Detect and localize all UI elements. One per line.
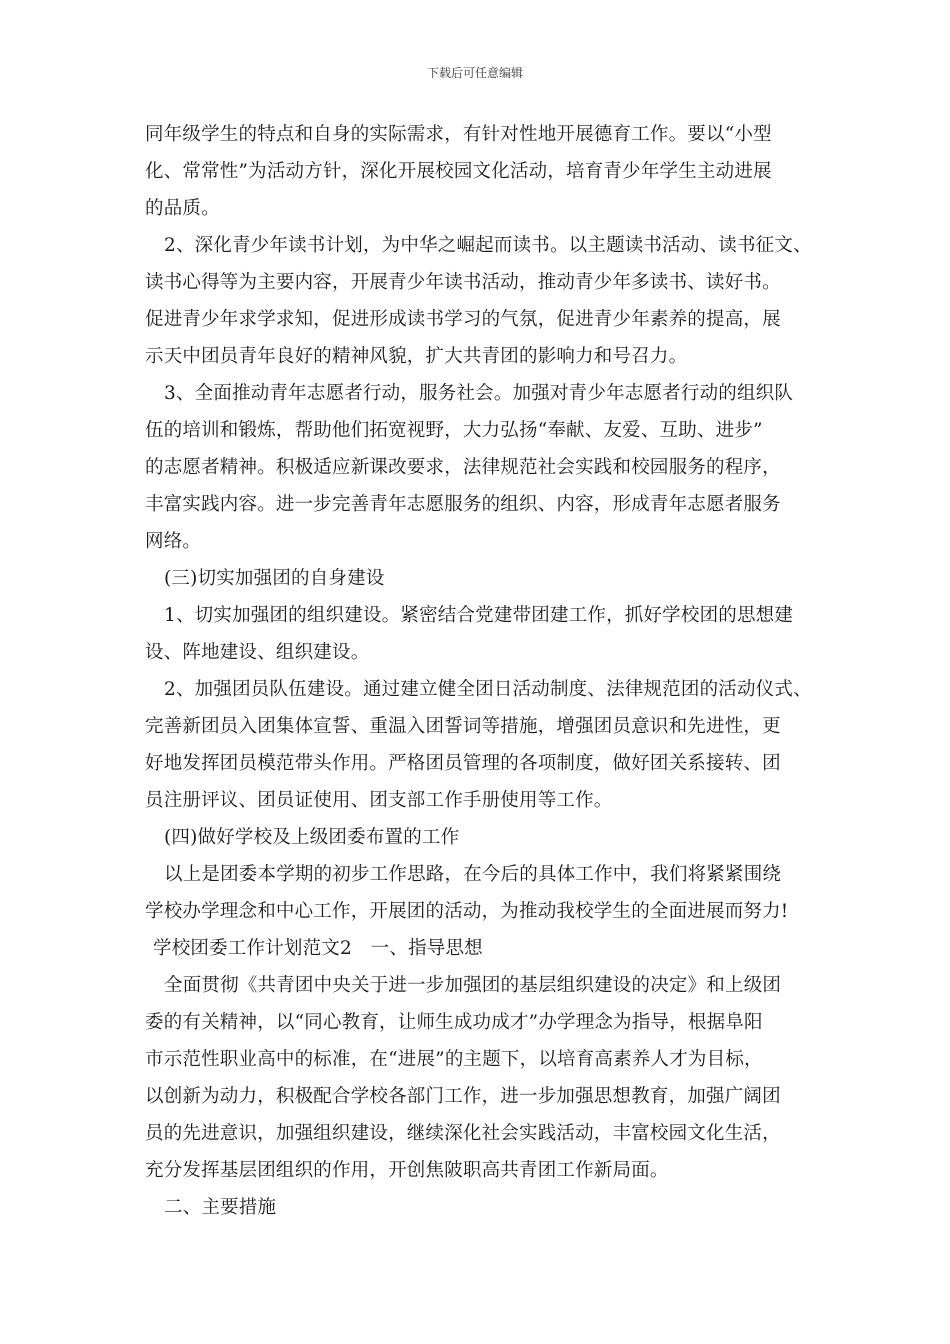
text-line: 促进青少年求学求知，促进形成读书学习的气氛，促进青少年素养的提高，展	[145, 309, 781, 330]
text-line: 以创新为动力，积极配合学校各部门工作，进一步加强思想教育，加强广阔团	[145, 1086, 781, 1107]
text-line: 读书心得等为主要内容，开展青少年读书活动，推动青少年多读书、读好书。	[145, 272, 781, 293]
page-header: 下载后可任意编辑	[426, 66, 523, 80]
section-heading: 学校团委工作计划范文2 一、指导思想	[153, 938, 483, 959]
text-line: 员的先进意识，加强组织建设，继续深化社会实践活动，丰富校园文化生活，	[145, 1123, 781, 1144]
section-heading: (三)切实加强团的自身建设	[164, 568, 385, 589]
text-line: 员注册评议、团员证使用、团支部工作手册使用等工作。	[145, 790, 613, 811]
paragraph-start-line: 3、全面推动青年志愿者行动，服务社会。加强对青少年志愿者行动的组织队	[164, 383, 794, 404]
text-line: 的品质。	[145, 198, 220, 219]
paragraph-start-line: 1、切实加强团的组织建设。紧密结合党建带团建工作，抓好学校团的思想建	[164, 605, 794, 626]
text-line: 设、阵地建设、组织建设。	[145, 642, 370, 663]
text-line: 学校办学理念和中心工作，开展团的活动，为推动我校学生的全面进展而努力!	[145, 901, 789, 922]
paragraph-start-line: 2、加强团员队伍建设。通过建立健全团日活动制度、法律规范团的活动仪式、	[164, 679, 812, 700]
text-line: 完善新团员入团集体宣誓、重温入团誓词等措施，增强团员意识和先进性，更	[145, 716, 781, 737]
document-body	[145, 116, 815, 1226]
text-line: 好地发挥团员模范带头作用。严格团员管理的各项制度，做好团关系接转、团	[145, 753, 781, 774]
text-line: 同年级学生的特点和自身的实际需求，有针对性地开展德育工作。要以“小型	[145, 124, 772, 145]
text-line: 的志愿者精神。积极适应新课改要求，法律规范社会实践和校园服务的程序，	[145, 457, 781, 478]
paragraph-start-line: 全面贯彻《共青团中央关于进一步加强团的基层组织建设的决定》和上级团	[164, 975, 782, 996]
text-line: 示天中团员青年良好的精神风貌，扩大共青团的影响力和号召力。	[145, 346, 688, 367]
text-line: 丰富实践内容。进一步完善青年志愿服务的组织、内容，形成青年志愿者服务	[145, 494, 781, 515]
text-line: 委的有关精神，以“同心教育，让师生成功成才”办学理念为指导，根据阜阳	[145, 1012, 763, 1033]
text-line: 充分发挥基层团组织的作用，开创焦陂职高共青团工作新局面。	[145, 1160, 669, 1181]
section-heading: (四)做好学校及上级团委布置的工作	[164, 827, 460, 848]
text-line: 市示范性职业高中的标准，在“进展”的主题下，以培育高素养人才为目标，	[145, 1049, 763, 1070]
paragraph-start-line: 2、深化青少年读书计划，为中华之崛起而读书。以主题读书活动、读书征文、	[164, 235, 812, 256]
text-line: 网络。	[145, 531, 202, 552]
text-line: 伍的培训和锻炼，帮助他们拓宽视野，大力弘扬“奉献、友爱、互助、进步”	[145, 420, 763, 441]
text-line: 化、常常性”为活动方针，深化开展校园文化活动，培育青少年学生主动进展	[145, 161, 772, 182]
section-heading: 二、主要措施	[164, 1197, 277, 1218]
paragraph-start-line: 以上是团委本学期的初步工作思路，在今后的具体工作中，我们将紧紧围绕	[164, 864, 782, 885]
